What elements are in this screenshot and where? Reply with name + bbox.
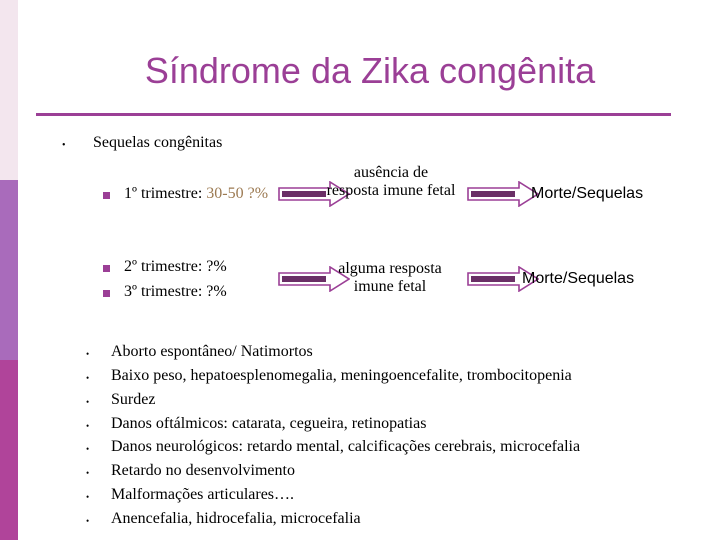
trimester-2 — [124, 258, 227, 276]
bullet-icon: • — [86, 349, 90, 359]
bullet-icon: • — [86, 492, 90, 502]
bullet-icon: • — [86, 516, 90, 526]
bullet-icon: • — [86, 468, 90, 478]
bullet-icon: • — [86, 373, 90, 383]
arrow-right-icon — [467, 181, 539, 207]
left-accent-bar-bottom — [0, 360, 18, 540]
trimester-2-value: ?% — [206, 258, 227, 275]
square-bullet-icon — [103, 192, 110, 199]
trimester-1-value: 30-50 ?% — [206, 185, 269, 202]
square-bullet-icon — [103, 290, 110, 297]
mechanism-some-immune-response: alguma resposta imune fetal — [338, 260, 442, 295]
title-divider — [36, 113, 671, 116]
trimester-1 — [124, 185, 268, 203]
left-accent-bar-middle — [0, 180, 18, 360]
trimester-3-label: 3º trimestre: — [124, 283, 203, 300]
result-death-sequelae-1: Morte/Sequelas — [531, 185, 644, 202]
square-bullet-icon — [103, 265, 110, 272]
slide-title: Síndrome da Zika congênita — [144, 50, 596, 91]
result-death-sequelae-2: Morte/Sequelas — [522, 270, 635, 287]
bullet-icon: • — [86, 397, 90, 407]
mechanism-no-immune-response: ausência de resposta imune fetal — [326, 164, 456, 199]
bullet-icon: • — [86, 444, 90, 454]
section-heading: Sequelas congênitas — [93, 134, 223, 151]
trimester-3-value: ?% — [206, 283, 227, 300]
trimester-3 — [124, 283, 227, 301]
bullet-icon: • — [62, 140, 66, 151]
bullet-icon: • — [86, 421, 90, 431]
trimester-2-label: 2º trimestre: — [124, 258, 203, 275]
trimester-1-label: 1º trimestre: — [124, 185, 203, 202]
